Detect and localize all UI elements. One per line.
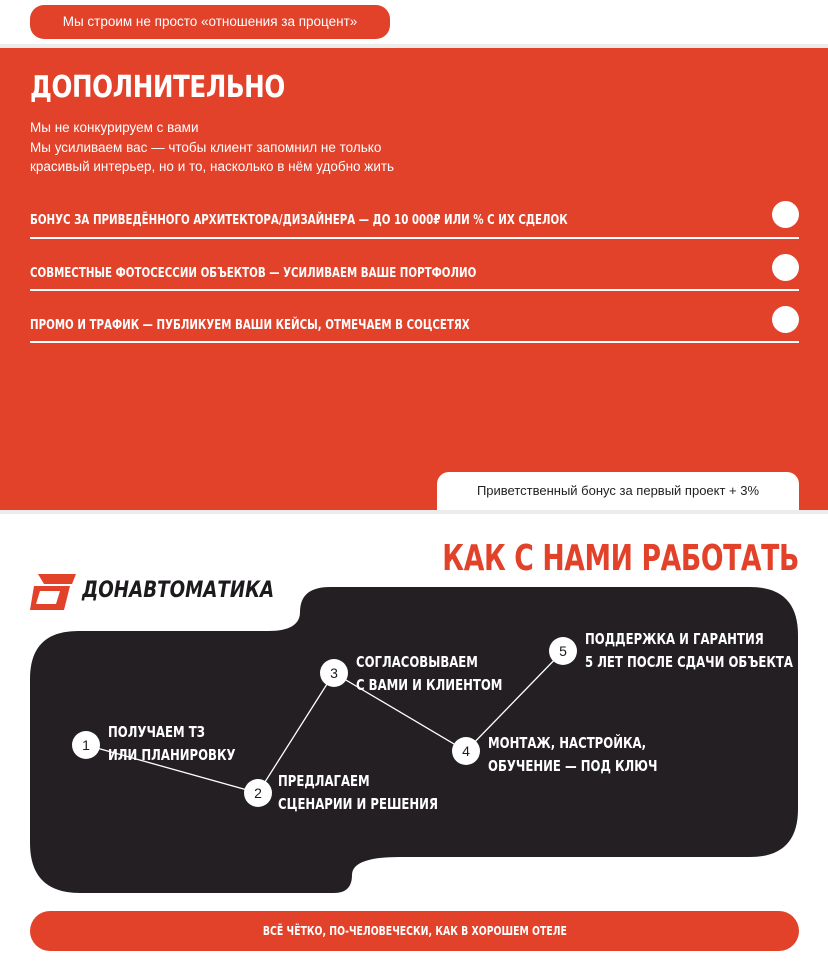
how-title: КАК С НАМИ РАБОТАТЬ [442,538,799,579]
extra-subtitle-line-1: Мы не конкурируем с вами [30,120,199,135]
hotel-slogan-text: ВСЁ ЧЁТКО, ПО-ЧЕЛОВЕЧЕСКИ, КАК В ХОРОШЕМ ОТЕЛЕ [262,924,567,938]
welcome-bonus-card: Приветственный бонус за первый проект + 3% [437,472,799,510]
feature-divider [30,289,799,291]
step-2-text: ПРЕДЛАГАЕМ СЦЕНАРИИ И РЕШЕНИЯ [278,772,438,813]
feature-label: БОНУС ЗА ПРИВЕДЁННОГО АРХИТЕКТОРА/ДИЗАЙНЕРА — ДО 10 000₽ ИЛИ % С ИХ СДЕЛОК [30,212,568,228]
step-1-number: 1 [72,731,100,759]
feature-item-architect-bonus [30,209,799,235]
feature-item-photosessions [30,262,799,288]
feature-label: ПРОМО И ТРАФИК — ПУБЛИКУЕМ ВАШИ КЕЙСЫ, ОТМЕЧАЕМ В СОЦСЕТЯХ [30,317,470,333]
hotel-slogan-pill [30,911,799,951]
extra-slide [0,48,828,510]
extra-title: ДОПОЛНИТЕЛЬНО [30,70,285,105]
top-slide-remnant [0,0,828,44]
feature-item-promo [30,314,799,340]
bullet-circle-icon [772,201,799,228]
bullet-circle-icon [772,306,799,333]
how-slide [0,514,828,964]
extra-subtitle-line-3: красивый интерьер, но и то, насколько в нём удобно жить [30,159,395,174]
step-3-text: СОГЛАСОВЫВАЕМ С ВАМИ И КЛИЕНТОМ [356,653,503,694]
step-3-number: 3 [320,659,348,687]
step-4-text: МОНТАЖ, НАСТРОЙКА, ОБУЧЕНИЕ — ПОД КЛЮЧ [488,734,658,775]
logo-wordmark: ДОНАВТОМАТИКА [82,578,275,603]
step-5-text: ПОДДЕРЖКА И ГАРАНТИЯ 5 ЛЕТ ПОСЛЕ СДАЧИ ОБЪЕКТА [585,630,793,671]
step-2-number: 2 [244,779,272,807]
bullet-circle-icon [772,254,799,281]
extra-subtitle-line-2: Мы усиливаем вас — чтобы клиент запомнил не только [30,140,382,155]
step-1-text: ПОЛУЧАЕМ ТЗ ИЛИ ПЛАНИРОВКУ [108,723,236,764]
feature-divider [30,237,799,239]
feature-label: СОВМЕСТНЫЕ ФОТОСЕССИИ ОБЪЕКТОВ — УСИЛИВАЕМ ВАШЕ ПОРТФОЛИО [30,265,477,281]
step-4-number: 4 [452,737,480,765]
relations-pill: Мы строим не просто «отношения за процент» [30,5,390,39]
step-5-number: 5 [549,637,577,665]
feature-divider [30,341,799,343]
